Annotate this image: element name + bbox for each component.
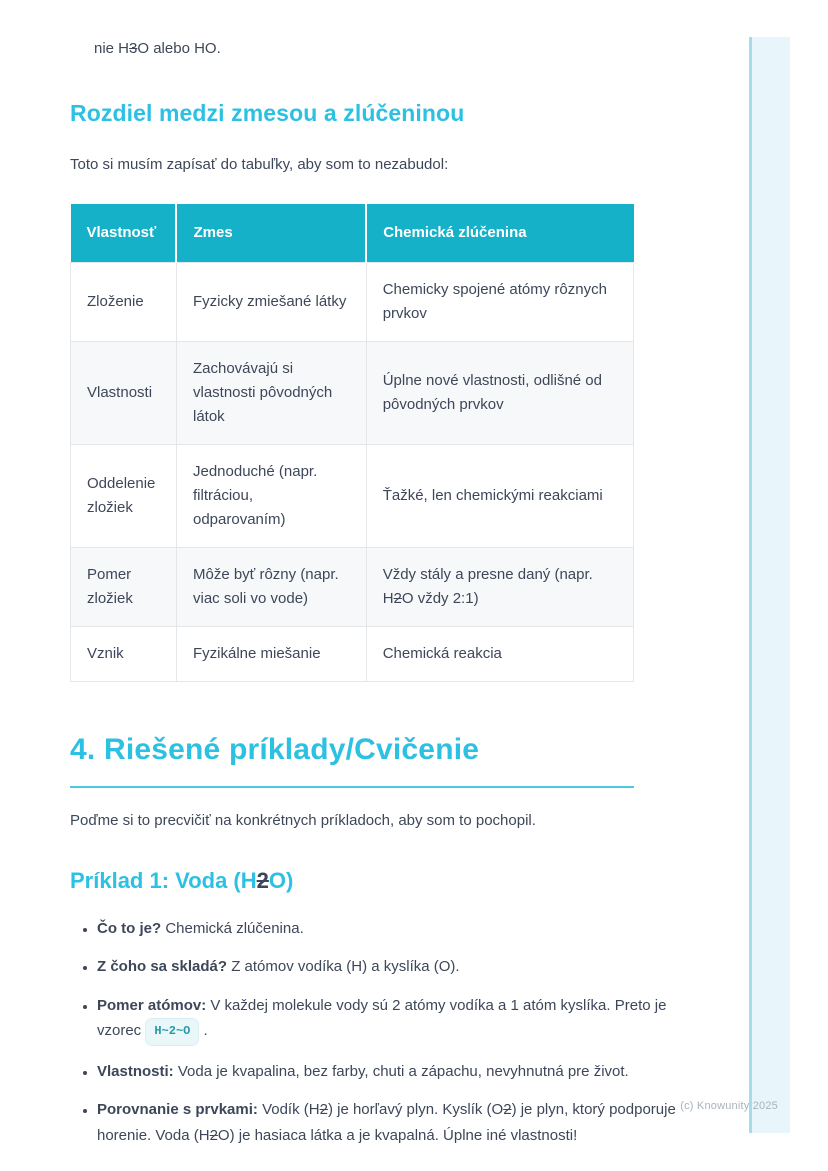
bullet-bold-label: Čo to je? [97,919,162,937]
continuation-pre: nie H [94,40,130,57]
heading-underline [70,786,634,788]
table-cell-property: Pomer zložiek [71,547,177,626]
list-item [97,1097,686,1148]
bullet-text: Z atómov vodíka (H) a kyslíka (O). [227,958,460,976]
table-cell-zmes: Zachovávajú si vlastnosti pôvodných látok [176,341,366,444]
table-row [71,626,634,681]
table-row [71,341,634,444]
bullet-text: O) je hasiaca látka a je kvapalná. Úplne iné vlastnosti! [217,1126,578,1144]
bullet-text: ) je horľavý plyn. Kyslík (O [327,1101,504,1119]
table-cell-zlucenina [366,547,633,626]
struck-formula-digit: 2 [256,867,269,893]
bullet-text-after: . [199,1022,208,1040]
table-cell-property: Zloženie [71,262,177,341]
comparison-table-wrap [70,204,686,682]
bullet-text: Voda je kvapalina, bez farby, chuti a zápachu, nevyhnutná pre život. [173,1062,629,1080]
table-cell-zlucenina: Chemická reakcia [366,626,633,681]
bullet-text: V každej molekule vody sú 2 atómy vodíka a 1 atóm kyslíka. Preto je vzorec [97,996,667,1040]
table-header-zlucenina: Chemická zlúčenina [366,204,633,263]
bullet-text: ) je plyn, ktorý podporuje horenie. Voda (H [97,1101,676,1144]
struck-formula-digit: 2 [319,1101,328,1119]
list-item [97,954,686,980]
bullet-bold-label: Porovnanie s prvkami: [97,1101,258,1119]
bullet-bold-label: Pomer atómov: [97,996,207,1014]
bullet-text: Chemická zlúčenina. [161,919,304,937]
list-item [97,993,686,1046]
continuation-post: O alebo HO. [137,40,221,57]
section-heading-rozdiel: Rozdiel medzi zmesou a zlúčeninou [70,100,465,126]
chapter-heading: 4. Riešené príklady/Cvičenie [70,732,480,766]
cell-text-post: O vždy 2:1) [401,589,479,607]
list-item [97,1059,686,1085]
example-heading-pre: Príklad 1: Voda (H [70,867,257,893]
table-header-zmes: Zmes [176,204,366,263]
bullet-bold-label: Vlastnosti: [97,1062,174,1080]
example-heading-post: O) [268,867,294,893]
table-cell-zmes: Fyzicky zmiešané látky [176,262,366,341]
table-cell-zmes: Fyzikálne miešanie [176,626,366,681]
struck-formula-digit: 2 [393,589,402,607]
struck-formula-digit: 3 [129,40,138,57]
cell-text-pre: Vždy stály a presne daný (napr. H [382,565,593,607]
struck-formula-digit: 2 [209,1126,218,1144]
table-cell-property: Vznik [71,626,177,681]
table-row [71,262,634,341]
table-header-row [71,204,634,263]
table-cell-property: Vlastnosti [71,341,177,444]
table-header-vlastnost: Vlastnosť [71,204,177,263]
practice-intro-paragraph: Poďme si to precvičiť na konkrétnych príkladoch, aby som to pochopil. [70,811,536,829]
table-cell-zmes: Jednoduché (napr. filtráciou, odparovaním) [176,444,366,547]
formula-code-chip: H~2~O [145,1018,199,1045]
table-cell-zlucenina: Ťažké, len chemickými reakciami [366,444,633,547]
example-heading [70,863,686,898]
table-cell-zlucenina: Úplne nové vlastnosti, odlišné od pôvodných prvkov [366,341,633,444]
struck-formula-digit: 2 [503,1101,512,1119]
table-cell-zmes: Môže byť rôzny (napr. viac soli vo vode) [176,547,366,626]
table-cell-property: Oddelenie zložiek [71,444,177,547]
table-row [71,444,634,547]
table-cell-zlucenina: Chemicky spojené atómy rôznych prvkov [366,262,633,341]
continuation-line [94,37,686,61]
bullet-text: Vodík (H [257,1101,320,1119]
table-intro-paragraph: Toto si musím zapísať do tabuľky, aby som to nezabudol: [70,155,449,173]
bullet-bold-label: Z čoho sa skladá? [97,958,228,976]
table-row [71,547,634,626]
list-item [97,916,686,942]
watermark: (c) Knowunity 2025 [680,1100,778,1112]
comparison-table [70,204,634,682]
document-content [70,0,686,1161]
example-bullet-list [70,916,686,1148]
page-edge-decoration [749,37,790,1133]
